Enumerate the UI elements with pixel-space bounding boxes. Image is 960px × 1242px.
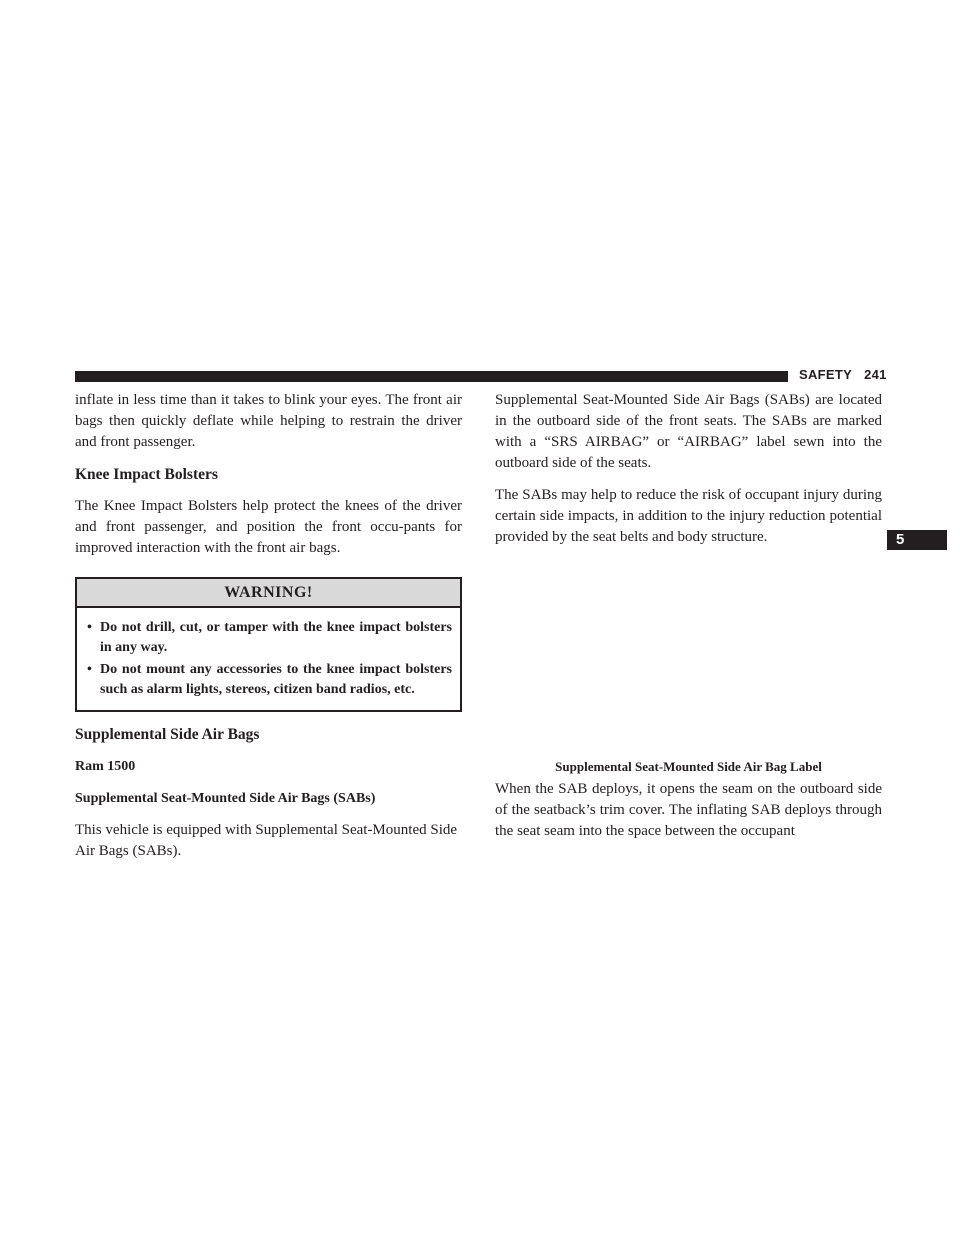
warning-item-text: Do not drill, cut, or tamper with the knee impact bolsters in any way. xyxy=(100,620,452,655)
sab-deploy-paragraph: When the SAB deploys, it opens the seam on the outboard side of the seatback’s trim cover. The inflating SAB deploys through the seat seam into the space between the occupant xyxy=(495,781,882,839)
knee-bolsters-heading: Knee Impact Bolsters xyxy=(75,466,218,483)
warning-item xyxy=(87,660,452,700)
warning-item xyxy=(87,618,452,658)
warning-box xyxy=(75,577,462,712)
airbag-label-image xyxy=(495,562,882,752)
sabs-heading: Supplemental Seat-Mounted Side Air Bags (SABs) xyxy=(75,791,376,806)
right-column-continued xyxy=(495,779,882,842)
section-title: SAFETY xyxy=(799,367,853,382)
warning-list xyxy=(77,608,460,710)
running-header xyxy=(799,367,887,382)
right-column xyxy=(495,390,882,548)
side-air-bags-heading: Supplemental Side Air Bags xyxy=(75,726,260,743)
page-number: 241 xyxy=(864,367,887,382)
header-rule xyxy=(75,371,788,382)
image-caption: Supplemental Seat-Mounted Side Air Bag Label xyxy=(555,759,822,774)
intro-paragraph: inflate in less time than it takes to blink your eyes. The front air bags then quickly deflate while helping to restrain the driver and front passenger. xyxy=(75,392,462,450)
knee-bolsters-paragraph: The Knee Impact Bolsters help protect the knees of the driver and front passenger, and position the front occu-pants for improved interaction with the front air bags. xyxy=(75,498,462,556)
ram-1500-heading: Ram 1500 xyxy=(75,759,136,774)
sabs-benefit-paragraph: The SABs may help to reduce the risk of occupant injury during certain side impacts, in addition to the injury reduction potential provided by the seat belts and body structure. xyxy=(495,487,882,545)
sabs-paragraph: This vehicle is equipped with Supplemental Seat-Mounted Side Air Bags (SABs). xyxy=(75,822,458,859)
bullet-icon: • xyxy=(87,620,92,635)
left-column xyxy=(75,390,462,862)
chapter-tab: 5 xyxy=(887,530,947,550)
warning-item-text: Do not mount any accessories to the knee impact bolsters such as alarm lights, stereos, citizen band radios, etc. xyxy=(100,662,452,697)
bullet-icon: • xyxy=(87,662,92,677)
sabs-location-paragraph: Supplemental Seat-Mounted Side Air Bags (SABs) are located in the outboard side of the front seats. The SABs are marked with a “SRS AIRBAG” or “AIRBAG” label sewn into the outboard side of the seats. xyxy=(495,392,882,471)
warning-title: WARNING! xyxy=(77,579,460,608)
